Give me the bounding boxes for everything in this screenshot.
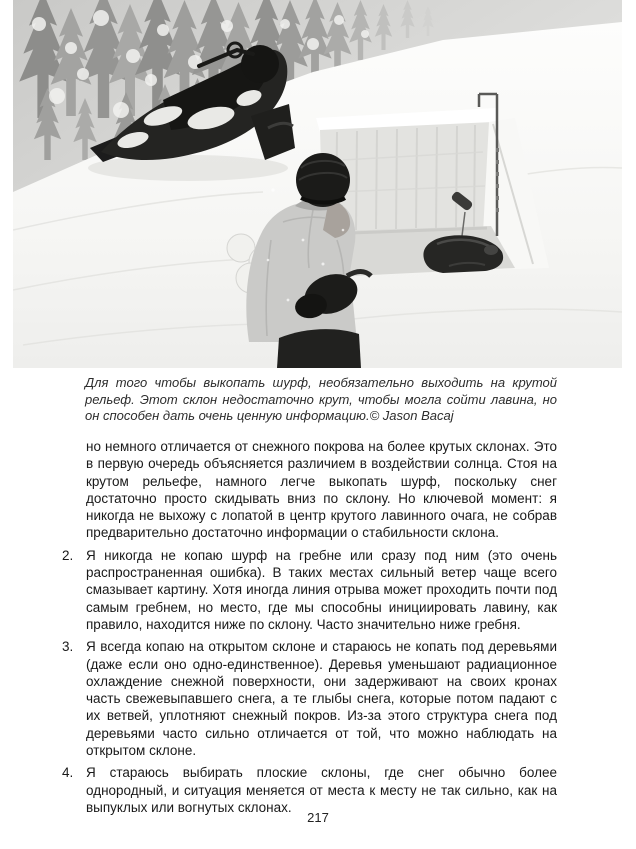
- list-item-4: [62, 764, 557, 816]
- body-text: [62, 438, 557, 821]
- list-item-2: [62, 547, 557, 633]
- list-item-number: 2.: [62, 547, 74, 563]
- list-item-1-continuation: но немного отличается от снежного покрова на более крутых склонах. Это в первую очередь объясняется различием в воздействии солнца. Стоя на крутом рельефе, намного легче выкопать шурф, поскольку снег достаточно просто скидывать вниз по склону. Но ключевой момент: я никогда не выхожу с лопатой в центр крутого лавинного очага, не собрав предварительно достаточно информации о стабильности склона.: [86, 439, 557, 541]
- snowmobile-shadow: [88, 155, 288, 181]
- list-item-number: 4.: [62, 765, 74, 781]
- snow-pit-photo: [13, 0, 622, 368]
- page-number: 217: [307, 810, 329, 825]
- list-item-3: [62, 638, 557, 759]
- list-item-text: Я всегда копаю на открытом склоне и стараюсь не копать под деревьями (даже если оно одно-единственное). Деревья уменьшают радиационное охлаждение снежной поверхности, они задерживают на своих кронах часть свежевыпавшего снега, а те глыбы снега, которые потом падают с их ветвей, уплотняют снежный покров. Из-за этого структура снега под деревьями часто сильно отличается от той, что можно наблюдать на открытом склоне.: [86, 639, 557, 759]
- list-item-text: Я стараюсь выбирать плоские склоны, где снег обычно более однородный, и ситуация меняется от места к месту не так сильно, как на выпуклых или вогнутых склонах.: [86, 765, 557, 815]
- photo-caption: Для того чтобы выкопать шурф, необязательно выходить на крутой рельеф. Этот склон недостаточно крут, чтобы могла сойти лавина, но он способен дать очень ценную информацию.© Jason Bacaj: [85, 375, 557, 423]
- list-item-text: Я никогда не копаю шурф на гребне или сразу под ним (это очень распространенная ошибка). В таких местах сильный ветер чаще всего смазывает картину. Хотя иногда линия отрыва может проходить почти под самым гребнем, но место, где мы способны инициировать лавину, как правило, находится ниже по склону. Часто значительно ниже гребня.: [86, 547, 557, 632]
- list-item-number: 3.: [62, 639, 74, 655]
